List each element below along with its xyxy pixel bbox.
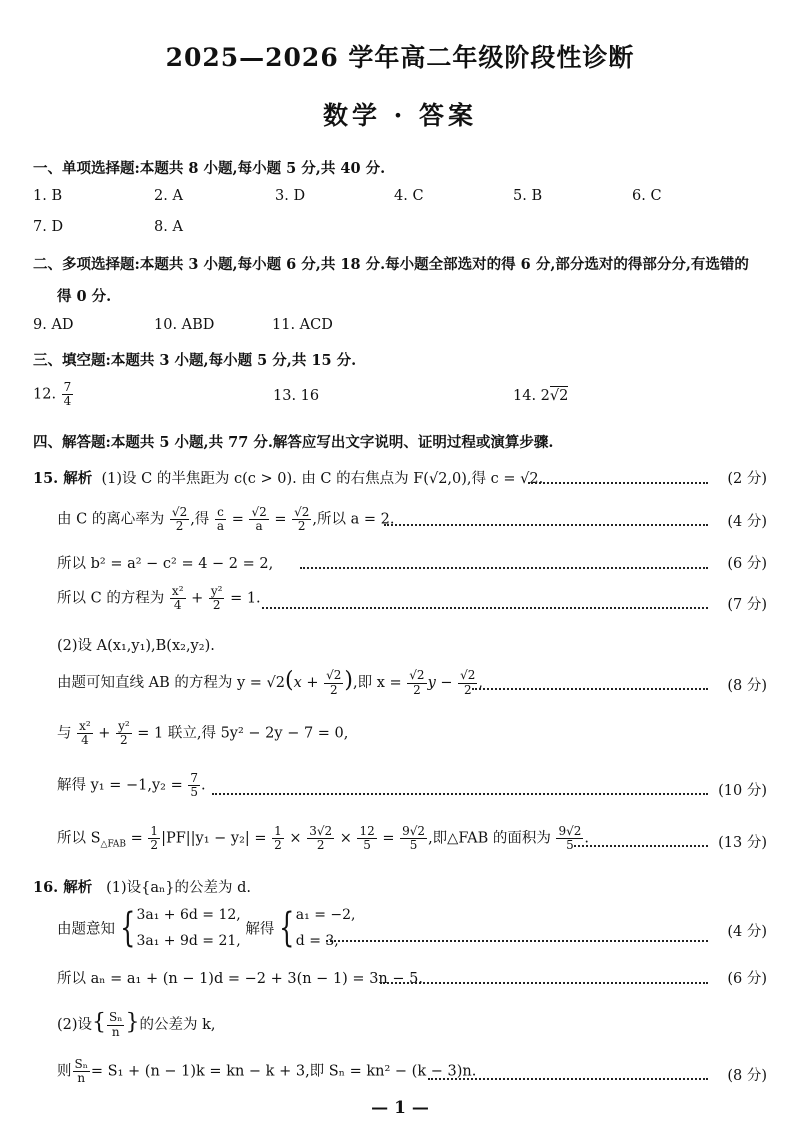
answer-12-label: 12. (33, 386, 57, 403)
q15-line-9: 所以 $S_{\triangle FAB}$ = $\frac{1}{2}$ |PF||y₁ − y₂| = $\frac{1}{2}$ × $\frac{3√2}{2}$ × $\frac{12}{5}$ = $\frac{9√2}{5}$ ,即△FAB 的面积为 $\frac{9√2}{5}$ . (57, 824, 589, 853)
q16-line-4: (2)设{ $\frac{\text{Sₙ}}{n}$ }的公差为 k, (57, 1010, 216, 1039)
answer-13: 13. 16 (273, 388, 320, 404)
score-q15-3: (6 分) (727, 556, 767, 572)
score-q16-1: (4 分) (727, 924, 767, 940)
score-q16-3: (8 分) (727, 1068, 767, 1084)
score-q16-2: (6 分) (727, 971, 767, 987)
answer-2: 2. A (154, 188, 183, 204)
answer-7: 7. D (33, 219, 64, 235)
q16-line-2: 由题意知 {3a₁ + 6d = 12, 3a₁ + 9d = 21, 解得 {a₁ = −2, d = 3, (57, 905, 356, 951)
answer-10: 10. ABD (154, 317, 215, 333)
page-number: — 1 — (371, 1098, 429, 1118)
answer-11: 11. ACD (272, 317, 333, 333)
answer-5: 5. B (513, 188, 543, 204)
q15-line-8: 解得 y₁ = −1,y₂ = $\frac{7}{5}$ . (57, 771, 206, 800)
section-4-heading: 四、解答题:本题共 5 小题,共 77 分.解答应写出文字说明、证明过程或演算步骤. (33, 434, 554, 451)
q16-line-1: 16. 解析 (1)设{aₙ}的公差为 d. (33, 879, 252, 896)
score-q15-7: (13 分) (718, 835, 767, 851)
leader-dots (300, 567, 708, 569)
page-subtitle: 数学 · 答案 (322, 101, 478, 130)
q15-label: 15. 解析 (33, 470, 93, 487)
answer-14: 14. 2√2 (513, 388, 569, 404)
section-2-heading-cont: 得 0 分. (57, 288, 112, 305)
leader-dots (528, 482, 708, 484)
q16-line-5: 则 $\frac{\text{Sₙ}}{n}$ = S₁ + (n − 1)k = kn − k + 3,即 Sₙ = kn² − (k − 3)n. (57, 1057, 477, 1086)
leader-dots (262, 607, 708, 609)
section-3-heading: 三、填空题:本题共 3 小题,每小题 5 分,共 15 分. (33, 352, 357, 369)
section-1-heading: 一、单项选择题:本题共 8 小题,每小题 5 分,共 40 分. (33, 160, 386, 177)
q15-line-3: 所以 b² = a² − c² = 4 − 2 = 2, (57, 556, 274, 572)
q15-line-1: 15. 解析 (1)设 C 的半焦距为 c(c > 0). 由 C 的右焦点为 F(√2,0),得 c = √2. (33, 470, 544, 487)
leader-dots (326, 940, 708, 942)
score-q15-4: (7 分) (727, 597, 767, 613)
q15-line-4: 所以 C 的方程为 $\frac{\text{x²}}{4}$ + $\frac{\text{y²}}{2}$ = 1. (57, 584, 261, 613)
q15-line-5: (2)设 A(x₁,y₁),B(x₂,y₂). (57, 638, 215, 654)
score-q15-5: (8 分) (727, 678, 767, 694)
leader-dots (380, 982, 708, 984)
leader-dots (428, 1078, 708, 1080)
q15-line-6: 由题可知直线 AB 的方程为 y = √2(x + $\frac{√2}{2}$ ),即 x = $\frac{√2}{2}$ y − $\frac{√2}{2}$ , (57, 668, 484, 697)
score-q15-1: (2 分) (727, 471, 767, 487)
answer-6: 6. C (632, 188, 662, 204)
leader-dots (472, 688, 708, 690)
answer-12 (33, 381, 74, 408)
score-q15-2: (4 分) (727, 514, 767, 530)
score-q15-6: (10 分) (718, 783, 767, 799)
answer-3: 3. D (275, 188, 306, 204)
leader-dots (212, 793, 708, 795)
answer-1: 1. B (33, 188, 63, 204)
q15-line-2: 由 C 的离心率为 $\frac{√2}{2}$ ,得 $\frac{c}{a}$ = $\frac{√2}{a}$ = $\frac{√2}{2}$ ,所以 a = 2. (57, 505, 395, 534)
answer-9: 9. AD (33, 317, 74, 333)
fraction-7-4: $\frac{7}{4}$ (63, 380, 72, 409)
leader-dots (574, 845, 708, 847)
section-2-heading: 二、多项选择题:本题共 3 小题,每小题 6 分,共 18 分.每小题全部选对的得 6 分,部分选对的得部分分,有选错的 (33, 256, 749, 273)
page-title: 2025—2026 学年高二年级阶段性诊断 (165, 43, 635, 72)
answer-4: 4. C (394, 188, 424, 204)
answer-8: 8. A (154, 219, 183, 235)
q15-line-7: 与 $\frac{\text{x²}}{4}$ + $\frac{\text{y²}}{2}$ = 1 联立,得 5y² − 2y − 7 = 0, (57, 719, 349, 748)
leader-dots (384, 524, 708, 526)
q16-label: 16. 解析 (33, 879, 93, 896)
q16-line-3: 所以 aₙ = a₁ + (n − 1)d = −2 + 3(n − 1) = 3n − 5. (57, 971, 423, 987)
